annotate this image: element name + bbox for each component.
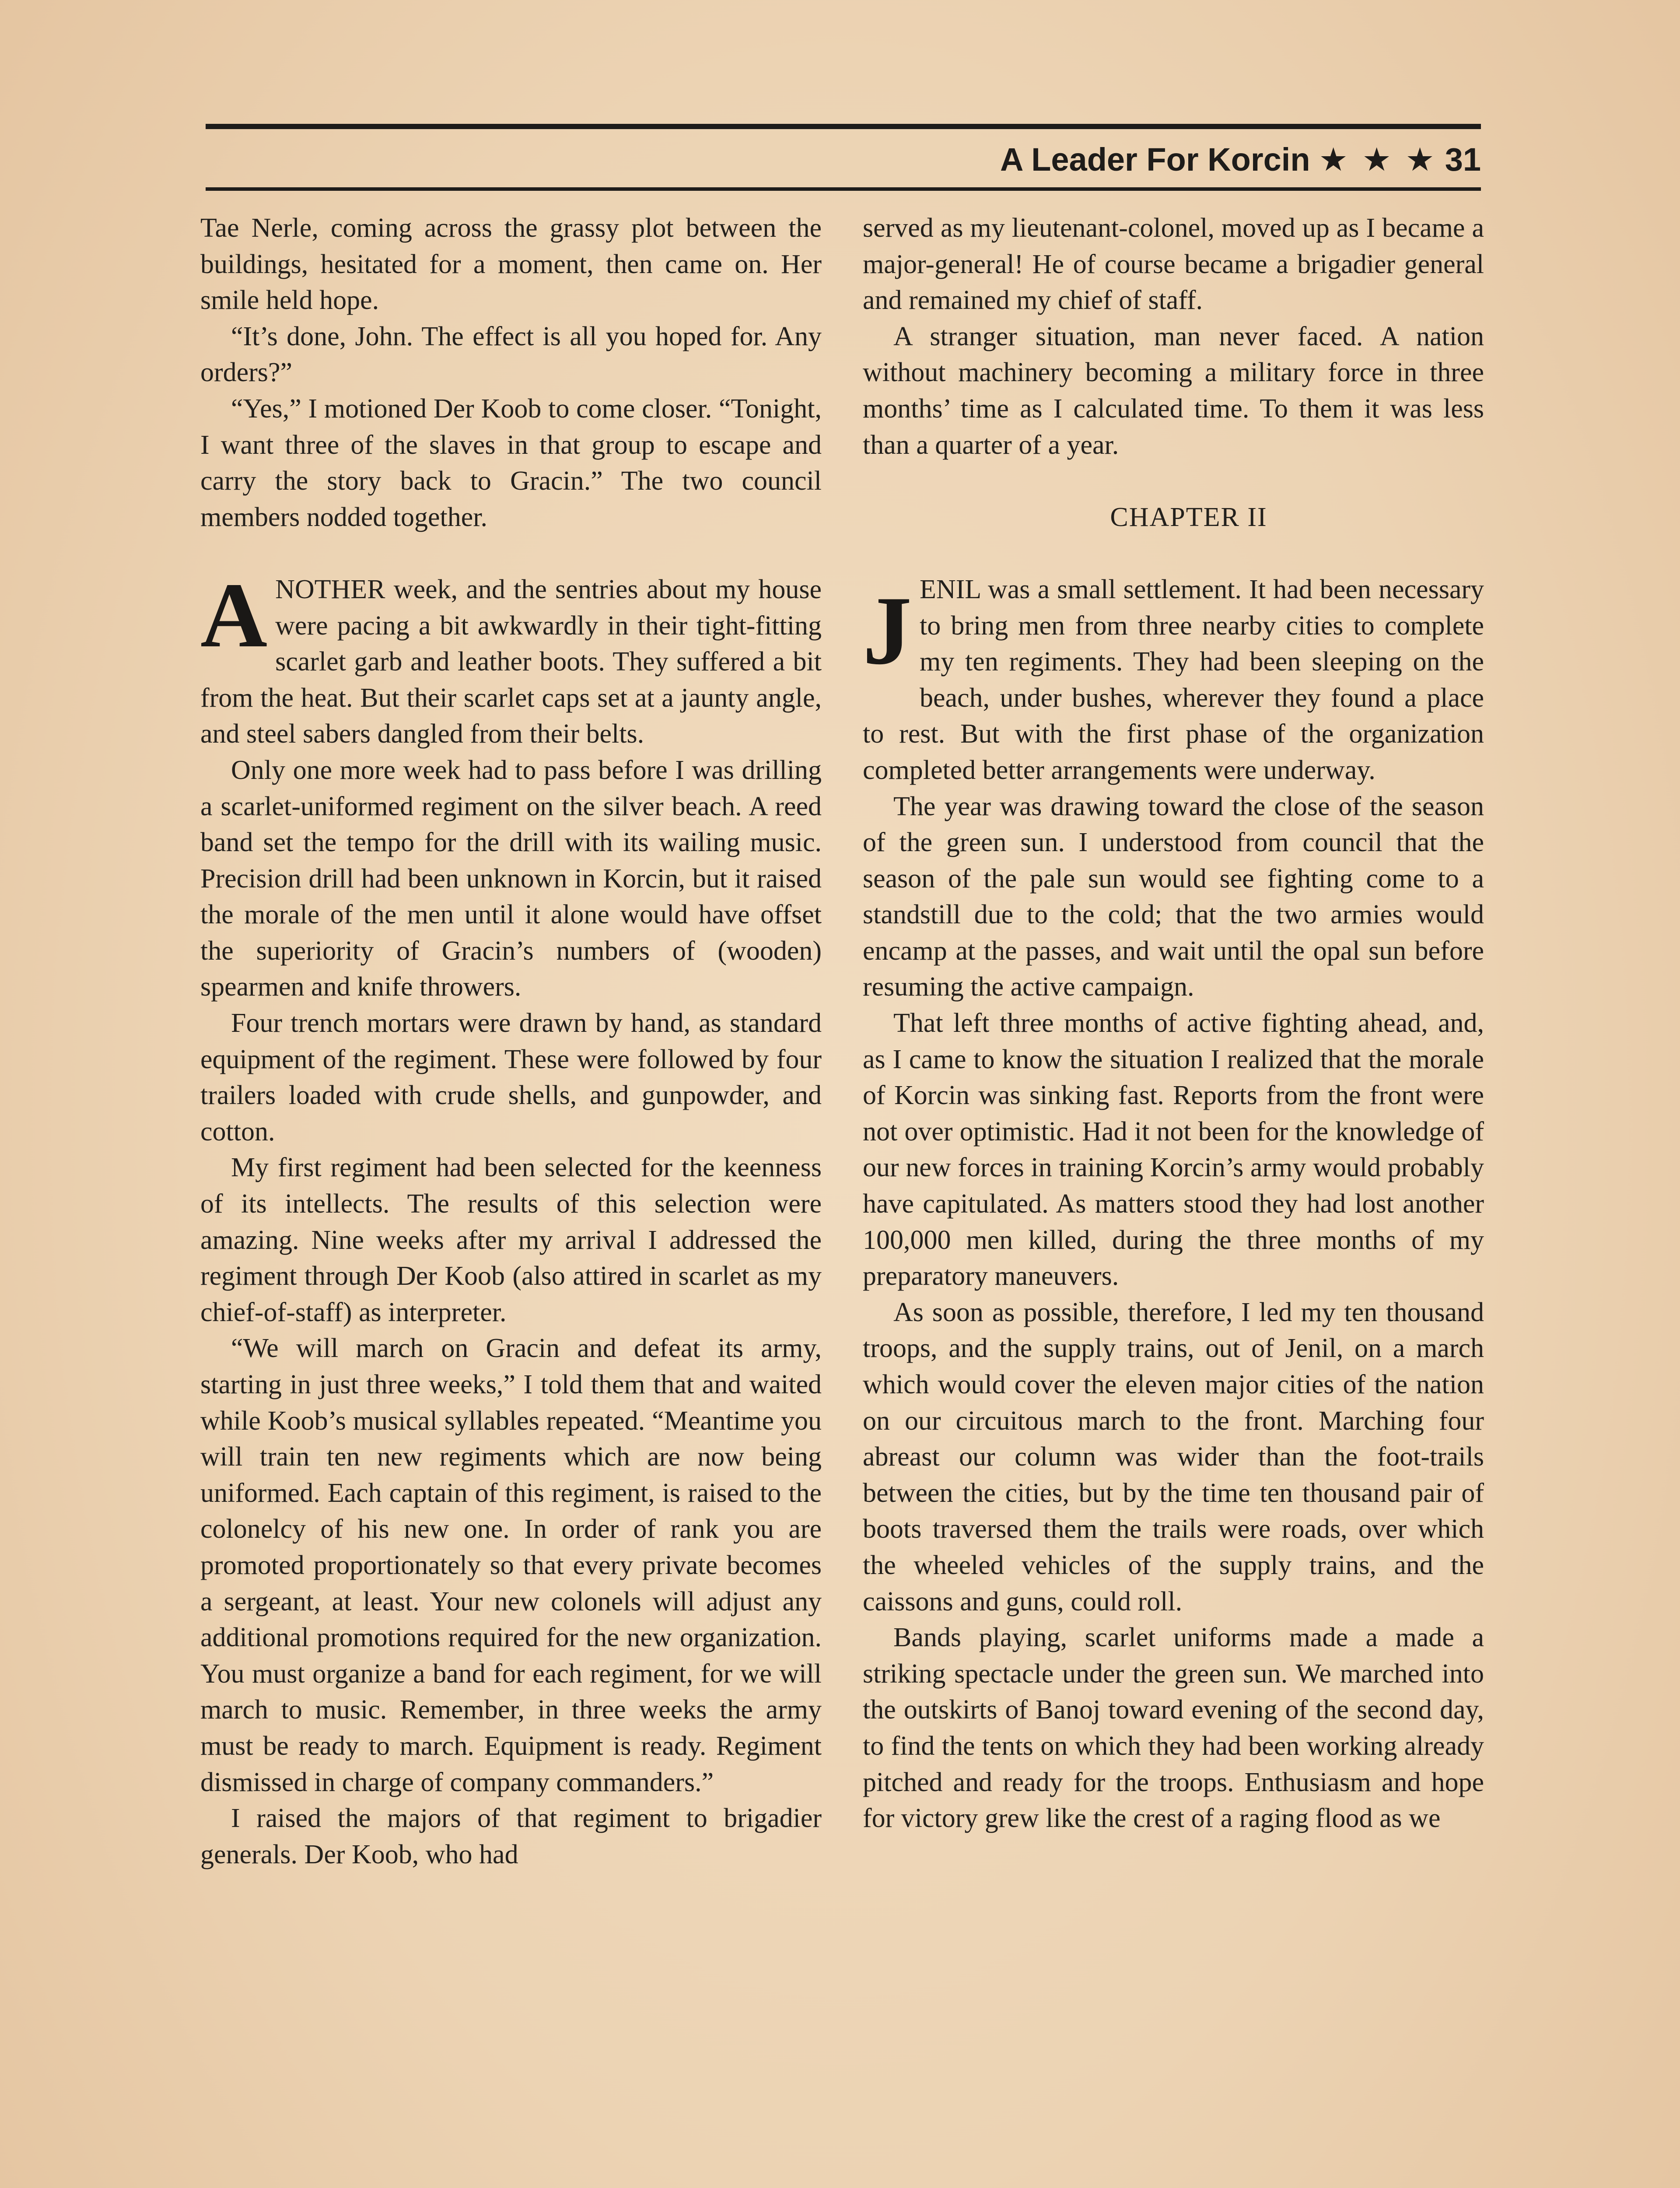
running-head [1000, 133, 1481, 186]
paragraph: That left three months of active fighting ahead, and, as I came to know the situation I realized that the morale of Korcin was sinking fast. Reports from the front were not over optimistic. Had it not been for the knowledge of our new forces in training Korcin’s army would probably have capitulated. As matters stood they had lost another 100,000 men killed, during the three months of my preparatory maneuvers. [863, 1008, 1484, 1291]
paragraph: A stranger situation, man never faced. A nation without machinery becoming a military force in three months’ time as I calculated time. To them it was less than a quarter of a year. [863, 321, 1484, 460]
header-rule-bottom [206, 187, 1481, 191]
right-column [863, 210, 1484, 2188]
paragraph: Tae Nerle, coming across the grassy plot between the buildings, hesitated for a moment, then came on. Her smile held hope. [200, 213, 822, 316]
spacer [863, 535, 1484, 572]
paragraph: “Yes,” I motioned Der Koob to come closer. “Tonight, I want three of the slaves in that group to escape and carry the story back to Gracin.” The two council members nodded together. [200, 393, 822, 532]
stars-ornament: ★ ★ ★ [1319, 141, 1437, 178]
chapter-heading: CHAPTER II [1110, 502, 1267, 532]
paragraph: The year was drawing toward the close of the season of the green sun. I understood from council that the season of the pale sun would see fighting come to a standstill due to the cold; that the two armies would encamp at the passes, and wait until the opal sun before resuming the active campaign. [863, 791, 1484, 1002]
spacer [863, 463, 1484, 499]
paragraph: Bands playing, scarlet uniforms made a made a striking spectacle under the green sun. We marched into the outskirts of Banoj toward evening of the second day, to find the tents on which they had been working already pitched and ready for the troops. Enthusiasm and hope for victory grew like the crest of a raging flood as we [863, 1623, 1484, 1834]
paragraph: I raised the majors of that regiment to brigadier generals. Der Koob, who had [200, 1803, 822, 1869]
drop-cap: A [200, 563, 268, 666]
paragraph-section-open [863, 572, 1484, 789]
paragraph: “We will march on Gracin and defeat its army, starting in just three weeks,” I told them that and waited while Koob’s musical syllables repeated. “Meantime you will train ten new regiments which are now being uniformed. Each captain of this regiment, is raised to the colonelcy of his new one. In order of rank you are promoted proportionately so that every private becomes a sergeant, at least. Your new colonels will adjust any additional promotions required for the new organization. You must organize a band for each regiment, for we will march to music. Remember, in three weeks the army must be ready to march. Equipment is ready. Regiment dismissed in charge of company commanders.” [200, 1333, 822, 1797]
story-title: A Leader For Korcin [1000, 141, 1310, 178]
paragraph: Only one more week had to pass before I was drilling a scarlet-uniformed regiment on the silver beach. A reed band set the tempo for the drill with its wailing music. Precision drill had been unknown in Korcin, but it raised the morale of the men until it alone would have offset the superiority of Gracin’s numbers of (wooden) spearmen and knife throwers. [200, 755, 822, 1002]
left-column [200, 210, 822, 2188]
section-break [200, 535, 822, 572]
paragraph: served as my lieutenant-colonel, moved up as I became a major-general! He of course became a brigadier general and remained my chief of staff. [863, 213, 1484, 316]
paragraph-text: ENIL was a small settlement. It had been necessary to bring men from three nearby cities to complete my ten regiments. They had been sleeping on the beach, under bushes, wherever they found a place to rest. But with the first phase of the organization completed better arrangements were underway. [863, 574, 1484, 785]
paragraph: My first regiment had been selected for the keenness of its intellects. The results of this selection were amazing. Nine weeks after my arrival I addressed the regiment through Der Koob (also attired in scarlet as my chief-of-staff) as interpreter. [200, 1153, 822, 1327]
page-number: 31 [1445, 141, 1481, 178]
paragraph: “It’s done, John. The effect is all you hoped for. Any orders?” [200, 321, 822, 388]
drop-cap: J [863, 576, 912, 685]
paragraph: As soon as possible, therefore, I led my ten thousand troops, and the supply trains, out of Jenil, on a march which would cover the eleven major cities of the nation on our circuitous march to the front. Marching four abreast our column was wider than the foot-trails between the cities, but by the time ten thousand pair of boots traversed them the trails were roads, over which the wheeled vehicles of the supply trains, and the caissons and guns, could roll. [863, 1297, 1484, 1616]
paragraph-section-open [200, 563, 822, 752]
header-rule-top [206, 124, 1481, 129]
paragraph-text: NOTHER week, and the sentries about my house were pacing a bit awkwardly in their tight-fitting scarlet garb and leather boots. They suffered a bit from the heat. But their scarlet caps set at a jaunty angle, and steel sabers dangled from their belts. [200, 574, 822, 749]
paragraph: Four trench mortars were drawn by hand, as standard equipment of the regiment. These were followed by four trailers loaded with crude shells, and gunpowder, and cotton. [200, 1008, 822, 1147]
